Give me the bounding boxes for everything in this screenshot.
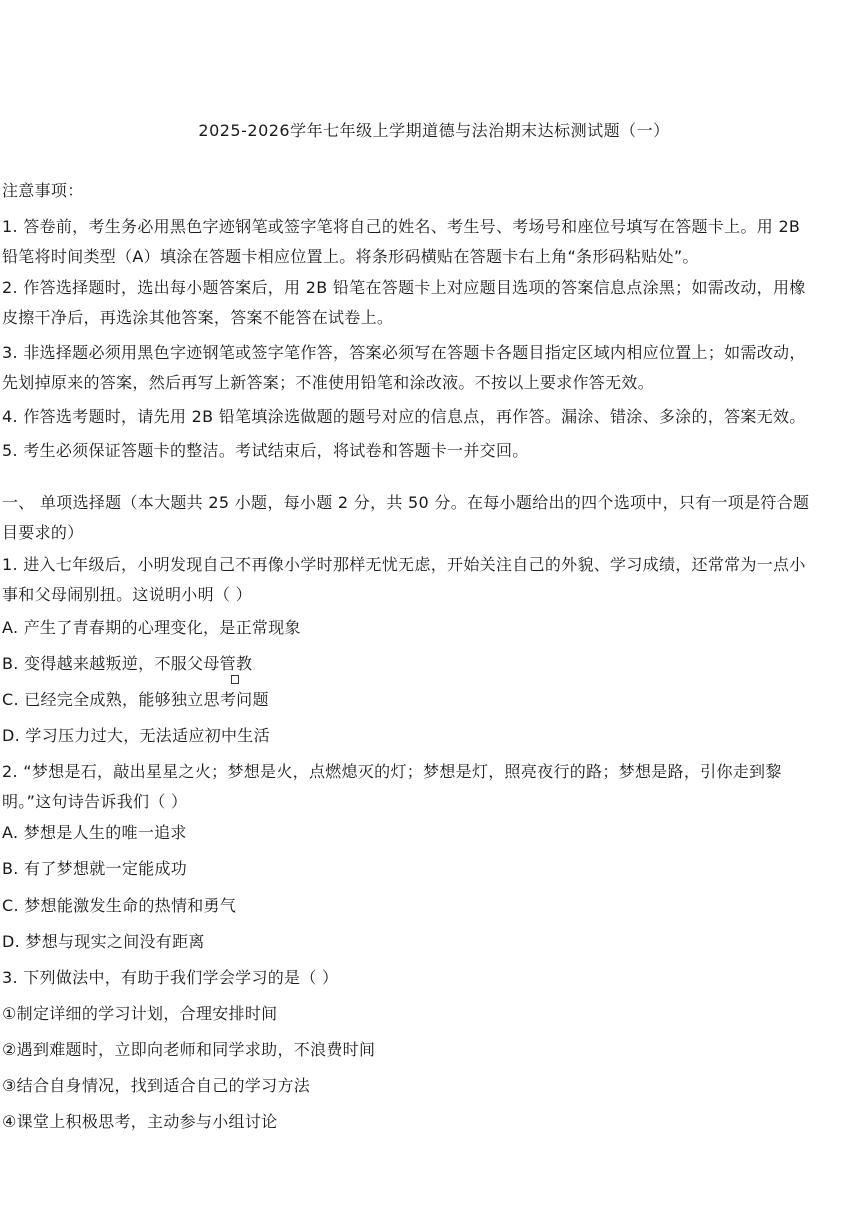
question-3-item-3 <box>2 1071 864 1101</box>
note-line: 铅笔将时间类型（A）填涂在答题卡相应位置上。将条形码横贴在答题卡右上角“条形码粘贴处”。 <box>2 247 699 266</box>
option-text: ④课堂上积极思考，主动参与小组讨论 <box>2 1112 278 1131</box>
note-line: 3. 非选择题必须用黑色字迹钢笔或签字笔作答，答案必须写在答题卡各题目指定区域内相应位置上；如需改动， <box>2 343 806 362</box>
question-1-option-c <box>2 685 864 715</box>
note-line: 5. 考生必须保证答题卡的整洁。考试结束后，将试卷和答题卡一并交回。 <box>2 441 529 460</box>
question-2-stem <box>2 757 864 817</box>
option-text: C. 梦想能激发生命的热情和勇气 <box>2 896 237 915</box>
option-text: ②遇到难题时，立即向老师和同学求助，不浪费时间 <box>2 1040 376 1059</box>
section-heading <box>2 488 864 548</box>
question-stem-line: 2. “梦想是石，敲出星星之火；梦想是火，点燃熄灭的灯；梦想是灯，照亮夜行的路；梦想是路，引你走到黎 <box>2 762 782 781</box>
note-line: 4. 作答选考题时，请先用 2B 铅笔填涂选做题的题号对应的信息点，再作答。漏涂、错涂、多涂的，答案无效。 <box>2 407 806 426</box>
question-1-option-b <box>2 649 864 679</box>
note-line: 1. 答卷前，考生务必用黑色字迹钢笔或签字笔将自己的姓名、考生号、考场号和座位号填写在答题卡上。用 2B <box>2 217 801 236</box>
notes-heading: 注意事项： <box>2 181 84 200</box>
question-3-stem <box>2 963 864 993</box>
option-text: B. 变得越来越叛逆，不服父母管教 <box>2 654 253 673</box>
option-text: D. 学习压力过大，无法适应初中生活 <box>2 726 270 745</box>
question-stem-line: 3. 下列做法中，有助于我们学会学习的是（ ） <box>2 968 339 987</box>
notes-section <box>2 176 864 206</box>
question-stem-line: 1. 进入七年级后，小明发现自己不再像小学时那样无忧无虑，开始关注自己的外貌、学习成绩，还常常为一点小 <box>2 555 806 574</box>
note-item-1 <box>2 212 864 272</box>
question-2-option-a <box>2 818 864 848</box>
question-3-item-1 <box>2 999 864 1029</box>
note-item-3 <box>2 338 864 398</box>
note-line: 皮擦干净后，再选涂其他答案，答案不能答在试卷上。 <box>2 308 394 327</box>
option-text: A. 产生了青春期的心理变化，是正常现象 <box>2 618 301 637</box>
text-cursor-icon <box>231 675 239 684</box>
option-text: ③结合自身情况，找到适合自己的学习方法 <box>2 1076 311 1095</box>
question-2-option-c <box>2 891 864 921</box>
section-heading-line: 目要求的） <box>2 523 84 542</box>
option-text: D. 梦想与现实之间没有距离 <box>2 932 205 951</box>
question-3-item-2 <box>2 1035 864 1065</box>
note-line: 先划掉原来的答案，然后再写上新答案；不准使用铅笔和涂改液。不按以上要求作答无效。 <box>2 373 655 392</box>
question-1-option-d <box>2 721 864 751</box>
question-stem-line: 事和父母闹别扭。这说明小明（ ） <box>2 585 252 604</box>
question-2-option-d <box>2 927 864 957</box>
option-text: C. 已经完全成熟，能够独立思考问题 <box>2 690 269 709</box>
question-3-item-4 <box>2 1107 864 1137</box>
note-item-4 <box>2 402 864 432</box>
question-1-stem <box>2 550 864 610</box>
page-title: 2025-2026学年七年级上学期道德与法治期末达标测试题（一） <box>198 121 670 140</box>
section-heading-line: 一、 单项选择题（本大题共 25 小题，每小题 2 分，共 50 分。在每小题给出的四个选项中，只有一项是符合题 <box>2 493 810 512</box>
question-stem-line: 明。”这句诗告诉我们（ ） <box>2 792 188 811</box>
note-item-2 <box>2 273 864 333</box>
note-line: 2. 作答选择题时，选出每小题答案后，用 2B 铅笔在答题卡上对应题目选项的答案信息点涂黑；如需改动，用橡 <box>2 278 806 297</box>
question-2-option-b <box>2 854 864 884</box>
question-1-option-a <box>2 613 864 643</box>
option-text: A. 梦想是人生的唯一追求 <box>2 823 187 842</box>
option-text: B. 有了梦想就一定能成功 <box>2 859 188 878</box>
option-text: ①制定详细的学习计划，合理安排时间 <box>2 1004 278 1023</box>
note-item-5 <box>2 436 864 466</box>
